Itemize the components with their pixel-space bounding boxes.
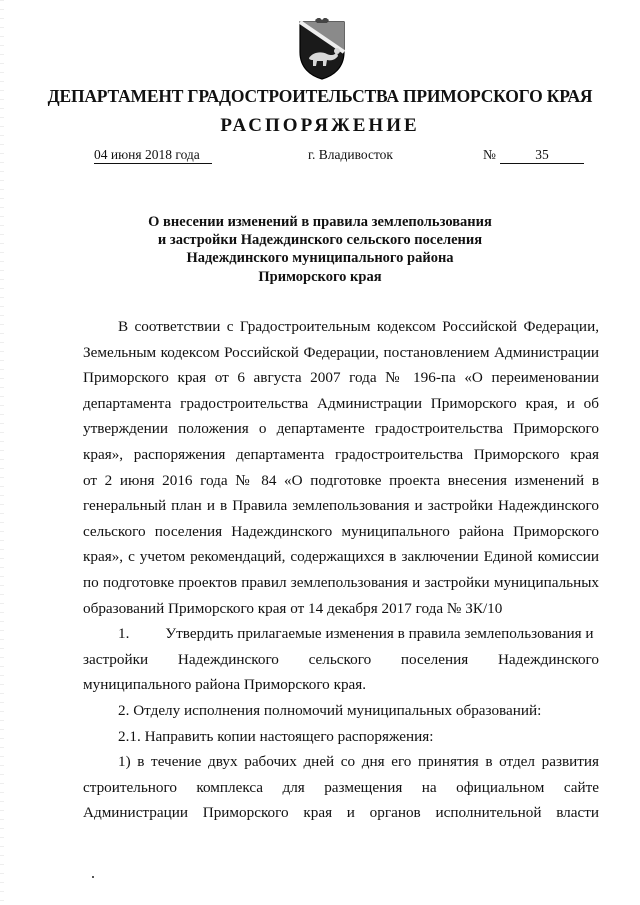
item-1-text: Утвердить прилагаемые изменения в правила землепользования и bbox=[165, 625, 594, 643]
preamble-line: департамента градостроительства Администрации Приморского края, и об bbox=[83, 394, 599, 412]
preamble-line: по подготовке проектов правил землепользования и застройки муниципальных bbox=[83, 573, 599, 591]
preamble-line: В соответствии с Градостроительным кодексом Российской Федерации, bbox=[118, 318, 599, 335]
coat-of-arms-emblem bbox=[297, 18, 347, 80]
item-2-1-1-line: 1) в течение двух рабочих дней со дня его принятия в отдел развития bbox=[118, 753, 599, 771]
subject-line: и застройки Надеждинского сельского поселения bbox=[157, 232, 483, 249]
preamble-line: края», с учетом рекомендаций, содержащихся в заключении Единой комиссии bbox=[83, 548, 599, 566]
subject-line: Надеждинского муниципального района bbox=[186, 250, 454, 267]
document-number-label: № bbox=[483, 147, 496, 162]
item-1-first-line bbox=[83, 621, 599, 647]
preamble-line: сельского поселения Надеждинского муниципального района Приморского bbox=[83, 522, 599, 540]
document-number: 35 bbox=[500, 147, 584, 164]
item-1-number: 1. bbox=[118, 625, 130, 643]
preamble-line: Приморского края от 6 августа 2007 года № 196-па «О переименовании bbox=[83, 369, 599, 387]
preamble-line: утверждении положения о департаменте градостроительства Приморского bbox=[83, 420, 599, 438]
preamble-line: генеральный план и в Правила землепользования и застройки Надеждинского bbox=[83, 497, 599, 515]
preamble-line: образований Приморского края от 14 декабря 2017 года № ЗК/10 bbox=[83, 599, 503, 617]
document-date: 04 июня 2018 года bbox=[94, 147, 212, 164]
department-name: ДЕПАРТАМЕНТ ГРАДОСТРОИТЕЛЬСТВА ПРИМОРСКОГО КРАЯ bbox=[47, 86, 593, 106]
subject-line: Приморского края bbox=[258, 268, 382, 285]
preamble-line: Земельным кодексом Российской Федерации, постановлением Администрации bbox=[83, 343, 599, 361]
item-2-1-1-line: строительного комплекса для размещения на официальном сайте bbox=[83, 778, 599, 796]
preamble-line: от 2 июня 2016 года № 84 «О подготовке проекта внесения изменений в bbox=[83, 471, 599, 489]
item-1-line: муниципального района Приморского края. bbox=[83, 676, 367, 694]
item-2-1-1-line: Администрации Приморского края и органов исполнительной власти bbox=[83, 804, 599, 822]
document-body bbox=[83, 314, 599, 826]
item-1-line: застройки Надеждинского сельского поселения Надеждинского bbox=[83, 650, 599, 668]
document-subject bbox=[0, 213, 640, 286]
item-2-1: 2.1. Направить копии настоящего распоряжения: bbox=[118, 727, 434, 745]
document-city: г. Владивосток bbox=[308, 147, 393, 162]
scan-speck bbox=[92, 876, 94, 878]
item-2: 2. Отделу исполнения полномочий муниципальных образований: bbox=[118, 701, 542, 719]
preamble-line: края», распоряжения департамента градостроительства Приморского края bbox=[83, 445, 599, 463]
document-type-title: РАСПОРЯЖЕНИЕ bbox=[220, 115, 420, 136]
subject-line: О внесении изменений в правила землепользования bbox=[148, 214, 492, 230]
